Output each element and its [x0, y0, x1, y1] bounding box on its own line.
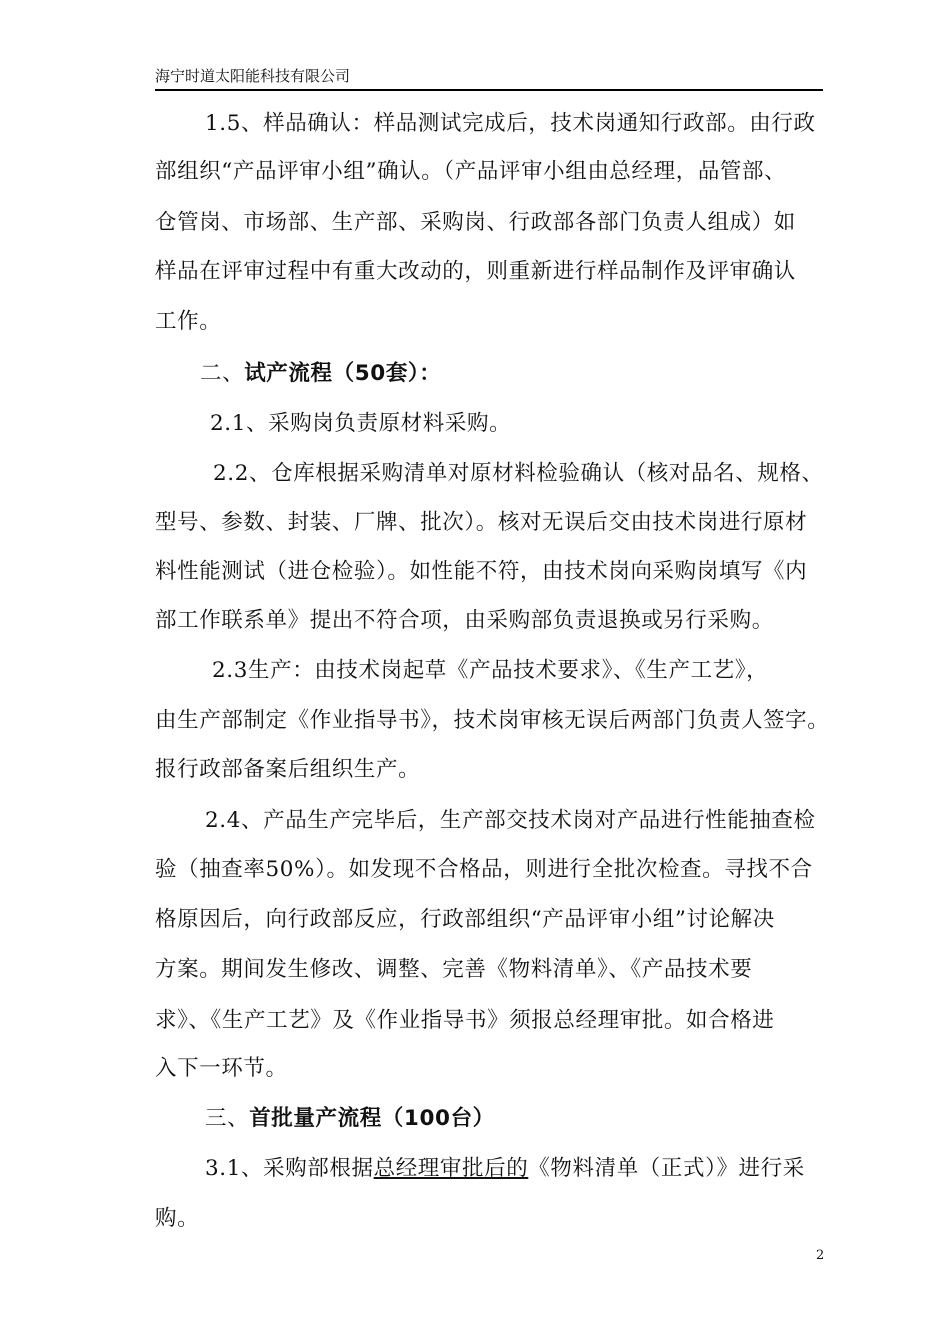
item-2-4-line-4: 方案。期间发生修改、调整、完善《物料清单》、《产品技术要: [155, 957, 753, 982]
item-2-2-line-4: 部工作联系单》提出不符合项，由采购部负责退换或另行采购。: [155, 608, 774, 633]
item-2-4-line-6: 入下一环节。: [155, 1056, 288, 1081]
item-2-4-line-1: 2.4、产品生产完毕后，生产部交技术岗对产品进行性能抽查检: [205, 808, 816, 833]
section-2-heading: [200, 359, 441, 389]
item-2-3-line-2: 由生产部制定《作业指导书》，技术岗审核无误后两部门负责人签字。: [155, 708, 830, 733]
item-3-1-line-1: [205, 1154, 805, 1184]
item-2-2-line-3: 料性能测试（进仓检验）。如性能不符，由技术岗向采购岗填写《内: [155, 559, 808, 584]
section-3-title: 首批量产流程（100台）: [249, 1106, 495, 1131]
item-3-1-line-2: 购。: [155, 1206, 200, 1231]
paragraph-1-5-line-3: 仓管岗、市场部、生产部、采购岗、行政部各部门负责人组成）如: [155, 210, 796, 235]
item-2-4-line-2: 验（抽查率50%）。如发现不合格品，则进行全批次检查。寻找不合: [155, 857, 813, 882]
paragraph-1-5-line-5: 工作。: [155, 309, 222, 334]
page-number: 2: [816, 1248, 825, 1263]
item-3-1-underlined: 总经理审批后的: [373, 1156, 529, 1181]
item-2-3-line-1: 2.3生产：由技术岗起草《产品技术要求》、《生产工艺》，: [212, 658, 769, 683]
item-2-1: 2.1、采购岗负责原材料采购。: [210, 411, 512, 436]
item-2-4-line-3: 格原因后，向行政部反应，行政部组织“产品评审小组”讨论解决: [155, 907, 775, 932]
item-3-1-text-a: 3.1、采购部根据: [205, 1156, 374, 1181]
section-3-prefix: 三、: [205, 1106, 250, 1131]
section-3-heading: [205, 1104, 495, 1134]
item-3-1-text-b: 《物料清单（正式）》进行采: [528, 1156, 805, 1181]
item-2-2-line-1: 2.2、仓库根据采购清单对原材料检验确认（核对品名、规格、: [213, 461, 824, 486]
item-2-2-line-2: 型号、参数、封装、厂牌、批次）。核对无误后交由技术岗进行原材: [155, 510, 808, 535]
section-2-prefix: 二、: [200, 361, 245, 386]
item-2-3-line-3: 报行政部备案后组织生产。: [155, 757, 421, 782]
item-2-4-line-5: 求》、《生产工艺》及《作业指导书》须报总经理审批。如合格进: [155, 1008, 775, 1033]
running-header: 海宁时道太阳能科技有限公司: [155, 66, 823, 91]
paragraph-1-5-line-1: 1.5、样品确认：样品测试完成后，技术岗通知行政部。由行政: [205, 111, 816, 136]
paragraph-1-5-line-4: 样品在评审过程中有重大改动的，则重新进行样品制作及评审确认: [155, 259, 796, 284]
paragraph-1-5-line-2: 部组织“产品评审小组”确认。（产品评审小组由总经理，品管部、: [155, 159, 787, 184]
section-2-title: 试产流程（50套）：: [244, 361, 442, 386]
